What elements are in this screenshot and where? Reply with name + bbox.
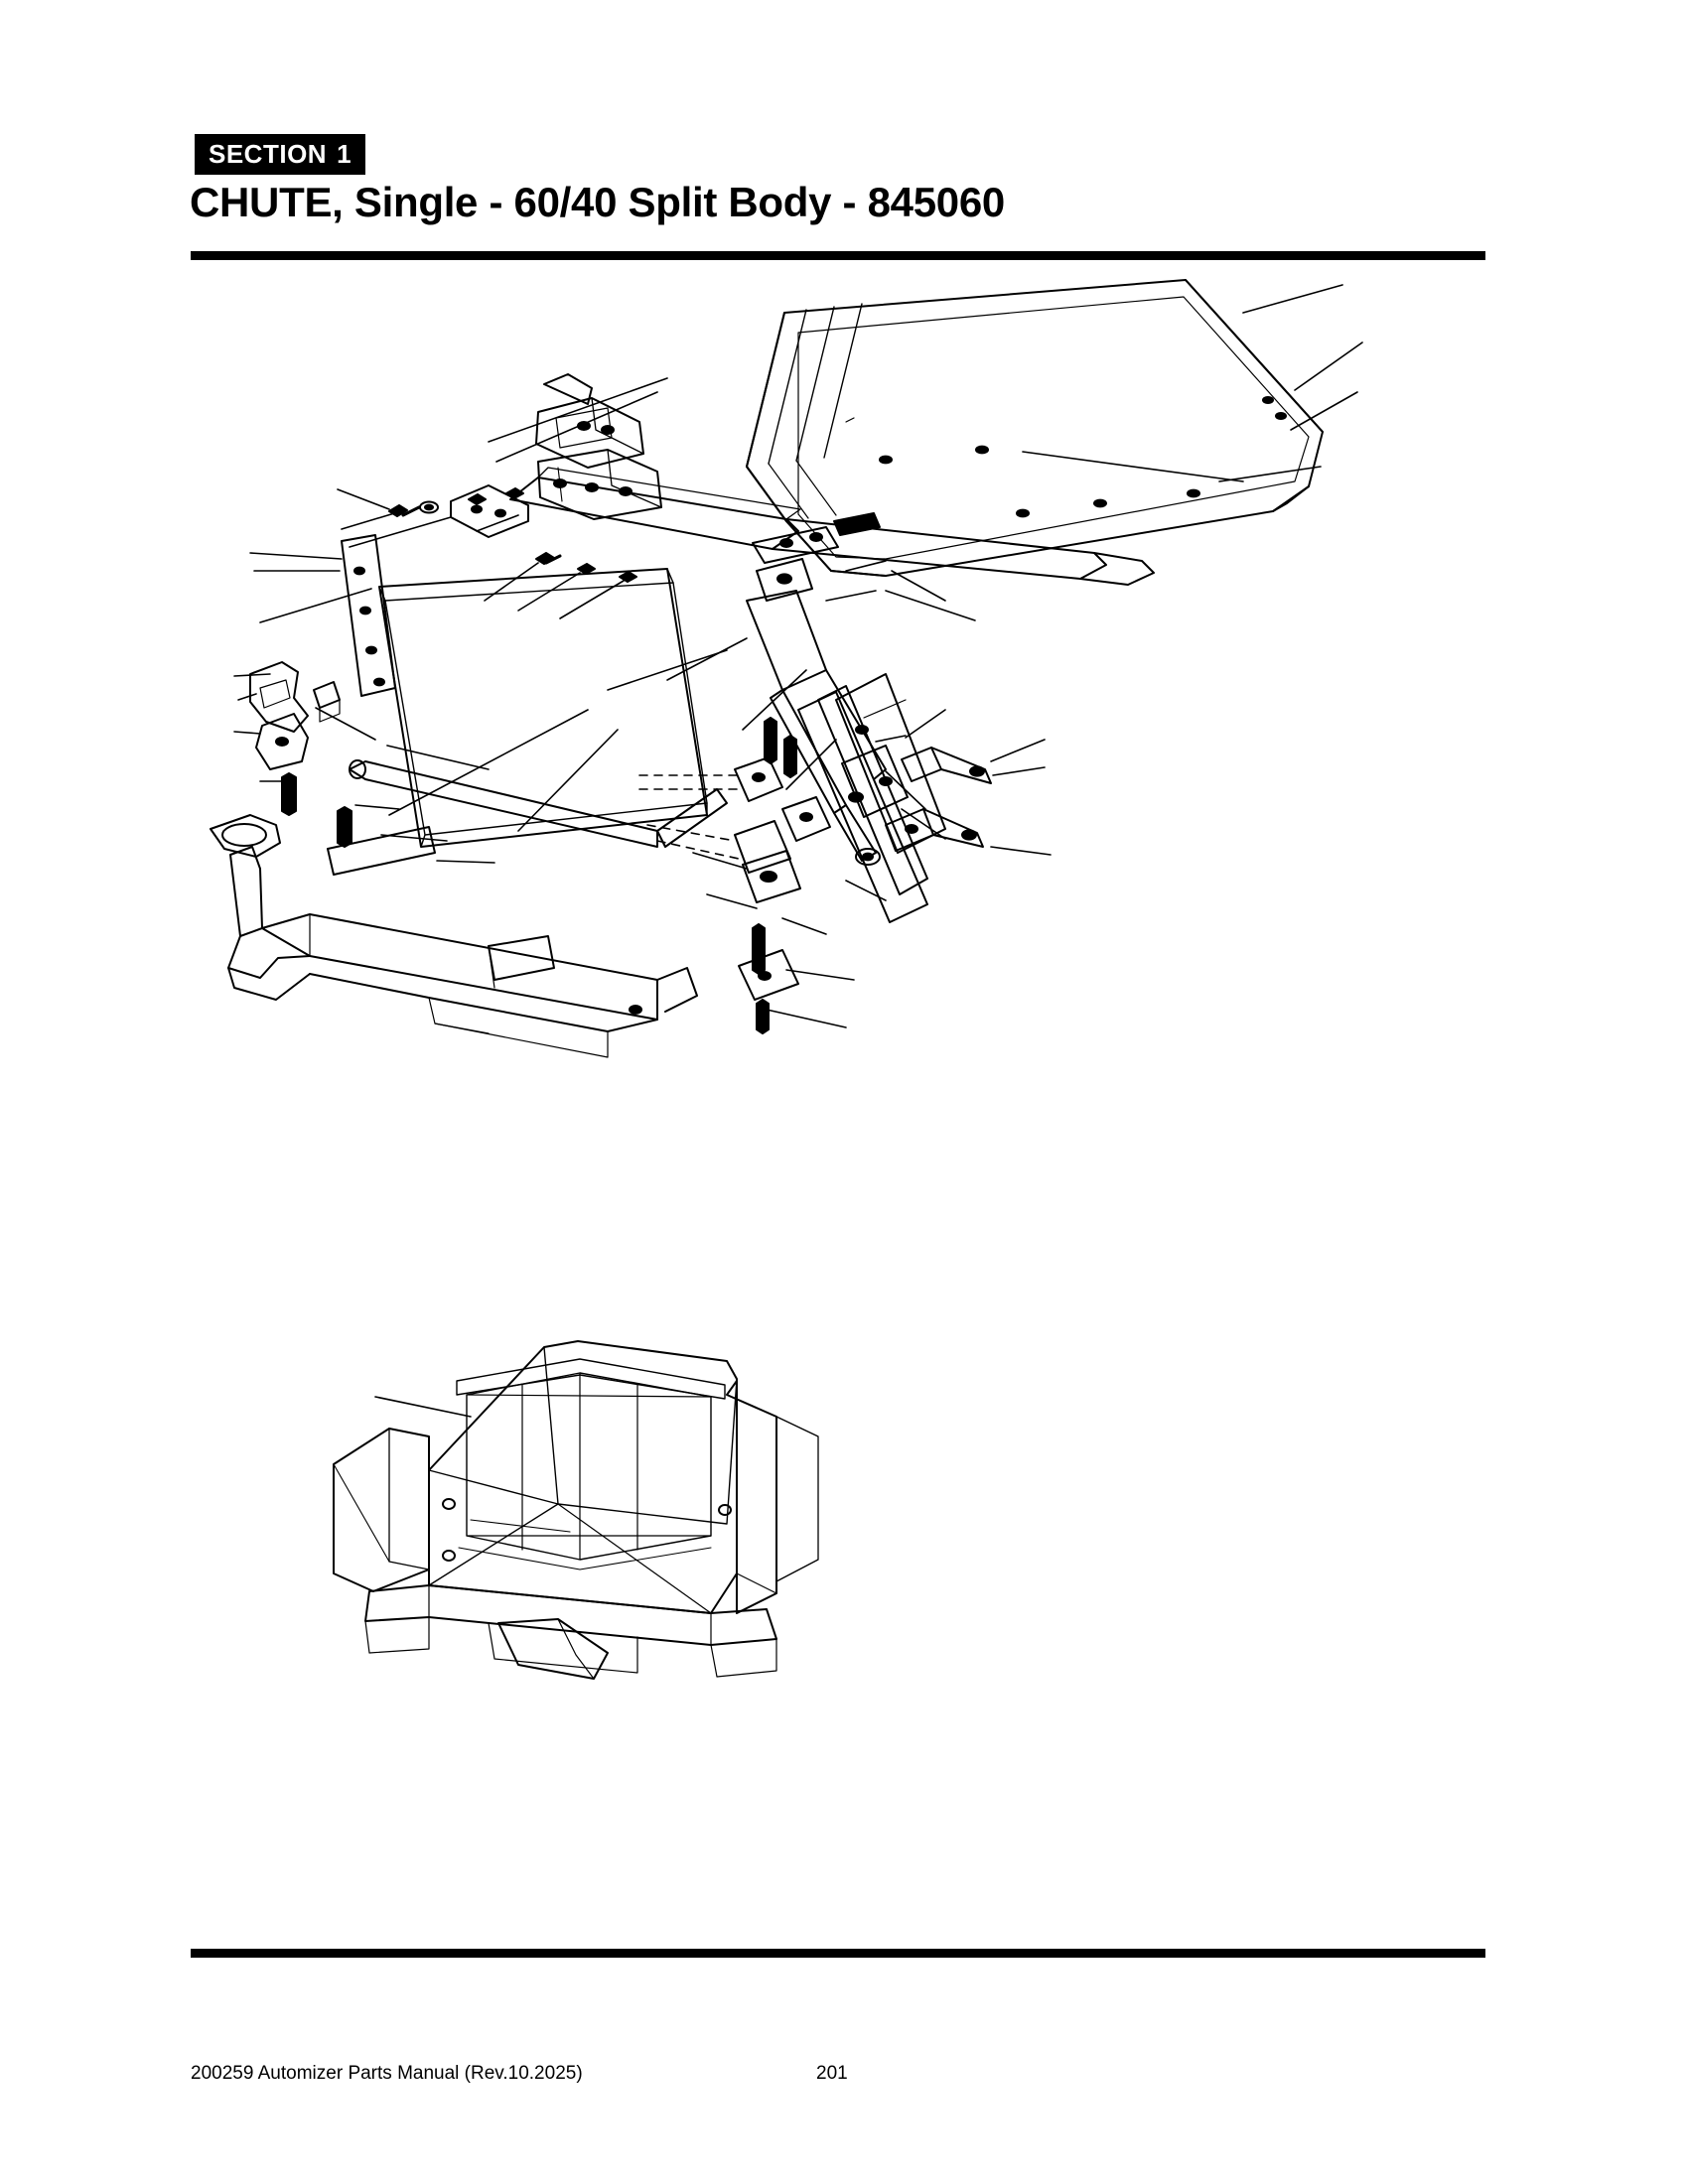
page-footer <box>191 2063 1485 2087</box>
callout-leaders-lower-right <box>693 710 1051 1027</box>
chute-installed-reference-illustration <box>334 1341 818 1679</box>
section-number: 1 <box>337 139 352 169</box>
callout-leaders-top <box>489 285 1362 481</box>
fastener-group-upper-left <box>389 488 636 582</box>
footer-page-number: 201 <box>816 2063 848 2084</box>
section-badge <box>195 134 365 175</box>
left-lower-parts <box>250 662 435 875</box>
section-badge-label: SECTION <box>209 139 328 169</box>
exploded-assembly-drawing <box>191 273 1485 1941</box>
truck-body-reference-outline <box>211 815 697 1057</box>
chute-main-panel-part <box>342 535 727 847</box>
footer-document-id: 200259 Automizer Parts Manual (Rev.10.2025) <box>191 2063 583 2084</box>
illustration-area <box>191 273 1485 1941</box>
chute-top-cover-part <box>747 280 1323 576</box>
footer-rule <box>191 1949 1485 1958</box>
header-rule <box>191 251 1485 260</box>
chute-linkage-arm-part <box>818 674 945 894</box>
page-title: CHUTE, Single - 60/40 Split Body - 845060 <box>190 179 1005 225</box>
upper-hinge-bar-part <box>451 374 1154 585</box>
